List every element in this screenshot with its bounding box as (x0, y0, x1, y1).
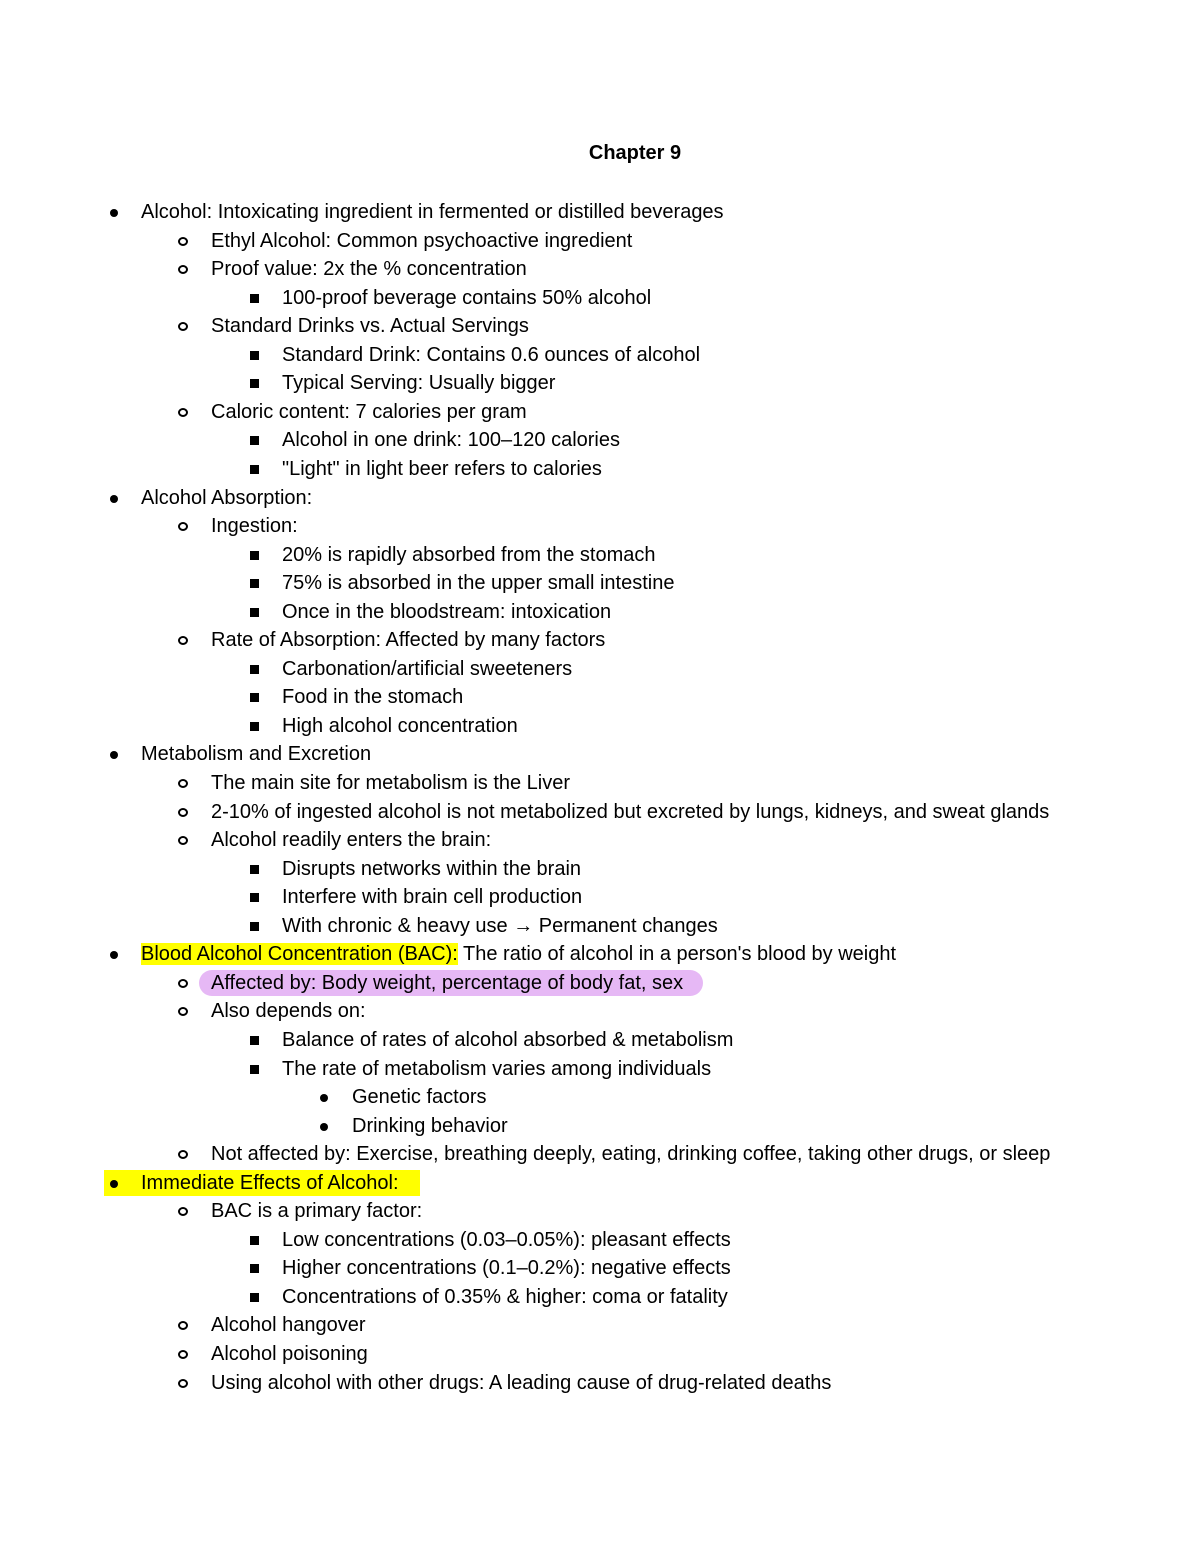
bullet-circle-icon (178, 1379, 188, 1388)
list-item-text: Blood Alcohol Concentration (BAC): (141, 943, 458, 965)
list-item-text: 20% is rapidly absorbed from the stomach (282, 544, 656, 566)
bullet-circle-icon (178, 1007, 188, 1016)
list-item-text: Alcohol readily enters the brain: (211, 829, 492, 851)
bullet-square-icon (250, 1264, 259, 1273)
list-item (211, 1142, 1050, 1166)
list-item (282, 286, 651, 310)
list-item-text: Using alcohol with other drugs: A leading cause of drug-related deaths (211, 1372, 832, 1394)
list-item-text: 100-proof beverage contains 50% alcohol (282, 287, 652, 309)
list-item (282, 1256, 731, 1280)
list-item (352, 1114, 508, 1138)
list-item (211, 1313, 366, 1337)
bullet-circle-icon (178, 1207, 188, 1216)
list-item (282, 1228, 731, 1252)
bullet-dot-icon (110, 951, 118, 959)
list-item-text: Proof value: 2x the % concentration (211, 258, 527, 280)
list-item (211, 1371, 831, 1395)
bullet-square-icon (250, 722, 259, 731)
list-item-text: Alcohol hangover (211, 1314, 366, 1336)
bullet-square-icon (250, 1236, 259, 1245)
list-item (211, 1342, 368, 1366)
list-item (141, 942, 896, 966)
list-item (141, 200, 724, 224)
list-item (211, 400, 527, 424)
list-item-text: Ethyl Alcohol: Common psychoactive ingredient (211, 230, 633, 252)
list-item-text: Alcohol poisoning (211, 1343, 368, 1365)
bullet-circle-icon (178, 322, 188, 331)
list-item (282, 857, 581, 881)
bullet-square-icon (250, 1293, 259, 1302)
page-title: Chapter 9 (588, 142, 682, 164)
list-item (211, 314, 529, 338)
list-item-text: Caloric content: 7 calories per gram (211, 401, 527, 423)
list-item-text: Metabolism and Excretion (141, 743, 372, 765)
bullet-dot-icon (110, 209, 118, 217)
list-item (282, 1028, 733, 1052)
bullet-circle-icon (178, 836, 188, 845)
list-item (282, 914, 718, 938)
list-item-text: 75% is absorbed in the upper small intestine (282, 572, 675, 594)
bullet-circle-icon (178, 979, 188, 988)
list-item (282, 571, 674, 595)
bullet-square-icon (250, 1065, 259, 1074)
bullet-dot-icon (110, 1180, 118, 1188)
list-item-text: Also depends on: (211, 1000, 366, 1022)
list-item-text: Immediate Effects of Alcohol: (141, 1172, 399, 1194)
bullet-square-icon (250, 351, 259, 360)
list-item-text: Alcohol in one drink: 100–120 calories (282, 429, 620, 451)
list-item-text: Concentrations of 0.35% & higher: coma or fatality (282, 1286, 728, 1308)
bullet-square-icon (250, 379, 259, 388)
list-item-text: 2-10% of ingested alcohol is not metabolized but excreted by lungs, kidneys, and sweat glands (211, 801, 1050, 823)
list-item-text: Balance of rates of alcohol absorbed & metabolism (282, 1029, 734, 1051)
list-item (282, 457, 602, 481)
list-item (211, 971, 703, 995)
bullet-dot-icon (320, 1123, 328, 1131)
list-item (211, 229, 632, 253)
list-item (211, 628, 605, 652)
list-item-text: Food in the stomach (282, 686, 464, 708)
list-item-text: Carbonation/artificial sweeteners (282, 658, 573, 680)
list-item-text: The rate of metabolism varies among individuals (282, 1058, 712, 1080)
bullet-square-icon (250, 608, 259, 617)
list-item-text: Drinking behavior (352, 1115, 508, 1137)
list-item (352, 1085, 487, 1109)
list-item-text: Genetic factors (352, 1086, 487, 1108)
bullet-circle-icon (178, 1321, 188, 1330)
bullet-square-icon (250, 294, 259, 303)
bullet-square-icon (250, 579, 259, 588)
bullet-dot-icon (110, 751, 118, 759)
bullet-circle-icon (178, 265, 188, 274)
bullet-square-icon (250, 865, 259, 874)
list-item (211, 257, 527, 281)
bullet-square-icon (250, 893, 259, 902)
list-item-text: Standard Drinks vs. Actual Servings (211, 315, 529, 337)
list-item (282, 600, 611, 624)
bullet-circle-icon (178, 408, 188, 417)
list-item-text: Low concentrations (0.03–0.05%): pleasant effects (282, 1229, 731, 1251)
bullet-circle-icon (178, 1150, 188, 1159)
bullet-square-icon (250, 922, 259, 931)
list-item (282, 714, 518, 738)
bullet-square-icon (250, 436, 259, 445)
list-item (282, 685, 463, 709)
bullet-square-icon (250, 693, 259, 702)
list-item (282, 428, 620, 452)
list-item (141, 1171, 399, 1195)
list-item-text-rest: The ratio of alcohol in a person's blood by weight (457, 943, 897, 965)
bullet-circle-icon (178, 808, 188, 817)
list-item (211, 828, 491, 852)
bullet-circle-icon (178, 779, 188, 788)
list-item (282, 343, 700, 367)
list-item-text: BAC is a primary factor: (211, 1200, 423, 1222)
list-item-text: Ingestion: (211, 515, 298, 537)
list-item-text: Alcohol: Intoxicating ingredient in fermented or distilled beverages (141, 201, 724, 223)
list-item (211, 1199, 422, 1223)
list-item (282, 1057, 711, 1081)
list-item-text: "Light" in light beer refers to calories (282, 458, 602, 480)
bullet-dot-icon (320, 1094, 328, 1102)
list-item-text: With chronic & heavy use → Permanent changes (282, 915, 718, 937)
list-item-text: Rate of Absorption: Affected by many factors (211, 629, 606, 651)
list-item (211, 999, 366, 1023)
list-item (211, 800, 1049, 824)
bullet-square-icon (250, 465, 259, 474)
list-item (211, 514, 298, 538)
bullet-dot-icon (110, 495, 118, 503)
list-item-text: Typical Serving: Usually bigger (282, 372, 556, 394)
list-item-text: The main site for metabolism is the Liver (211, 772, 571, 794)
list-item-text: Standard Drink: Contains 0.6 ounces of alcohol (282, 344, 701, 366)
bullet-square-icon (250, 665, 259, 674)
list-item (282, 543, 656, 567)
list-item-text: Higher concentrations (0.1–0.2%): negative effects (282, 1257, 731, 1279)
bullet-square-icon (250, 1036, 259, 1045)
bullet-circle-icon (178, 237, 188, 246)
list-item-text: Interfere with brain cell production (282, 886, 583, 908)
list-item (141, 486, 312, 510)
list-item-text: Not affected by: Exercise, breathing deeply, eating, drinking coffee, taking other drugs, or sleep (211, 1143, 1051, 1165)
list-item-text: Alcohol Absorption: (141, 487, 313, 509)
list-item-text: Disrupts networks within the brain (282, 858, 582, 880)
list-item-text: Affected by: Body weight, percentage of body fat, sex (199, 970, 703, 996)
bullet-circle-icon (178, 522, 188, 531)
bullet-circle-icon (178, 1350, 188, 1359)
list-item-text: Once in the bloodstream: intoxication (282, 601, 612, 623)
list-item (282, 657, 572, 681)
list-item (282, 885, 582, 909)
list-item (282, 371, 555, 395)
list-item (282, 1285, 728, 1309)
list-item (141, 742, 371, 766)
list-item-text: High alcohol concentration (282, 715, 518, 737)
bullet-square-icon (250, 551, 259, 560)
list-item (211, 771, 570, 795)
bullet-circle-icon (178, 636, 188, 645)
